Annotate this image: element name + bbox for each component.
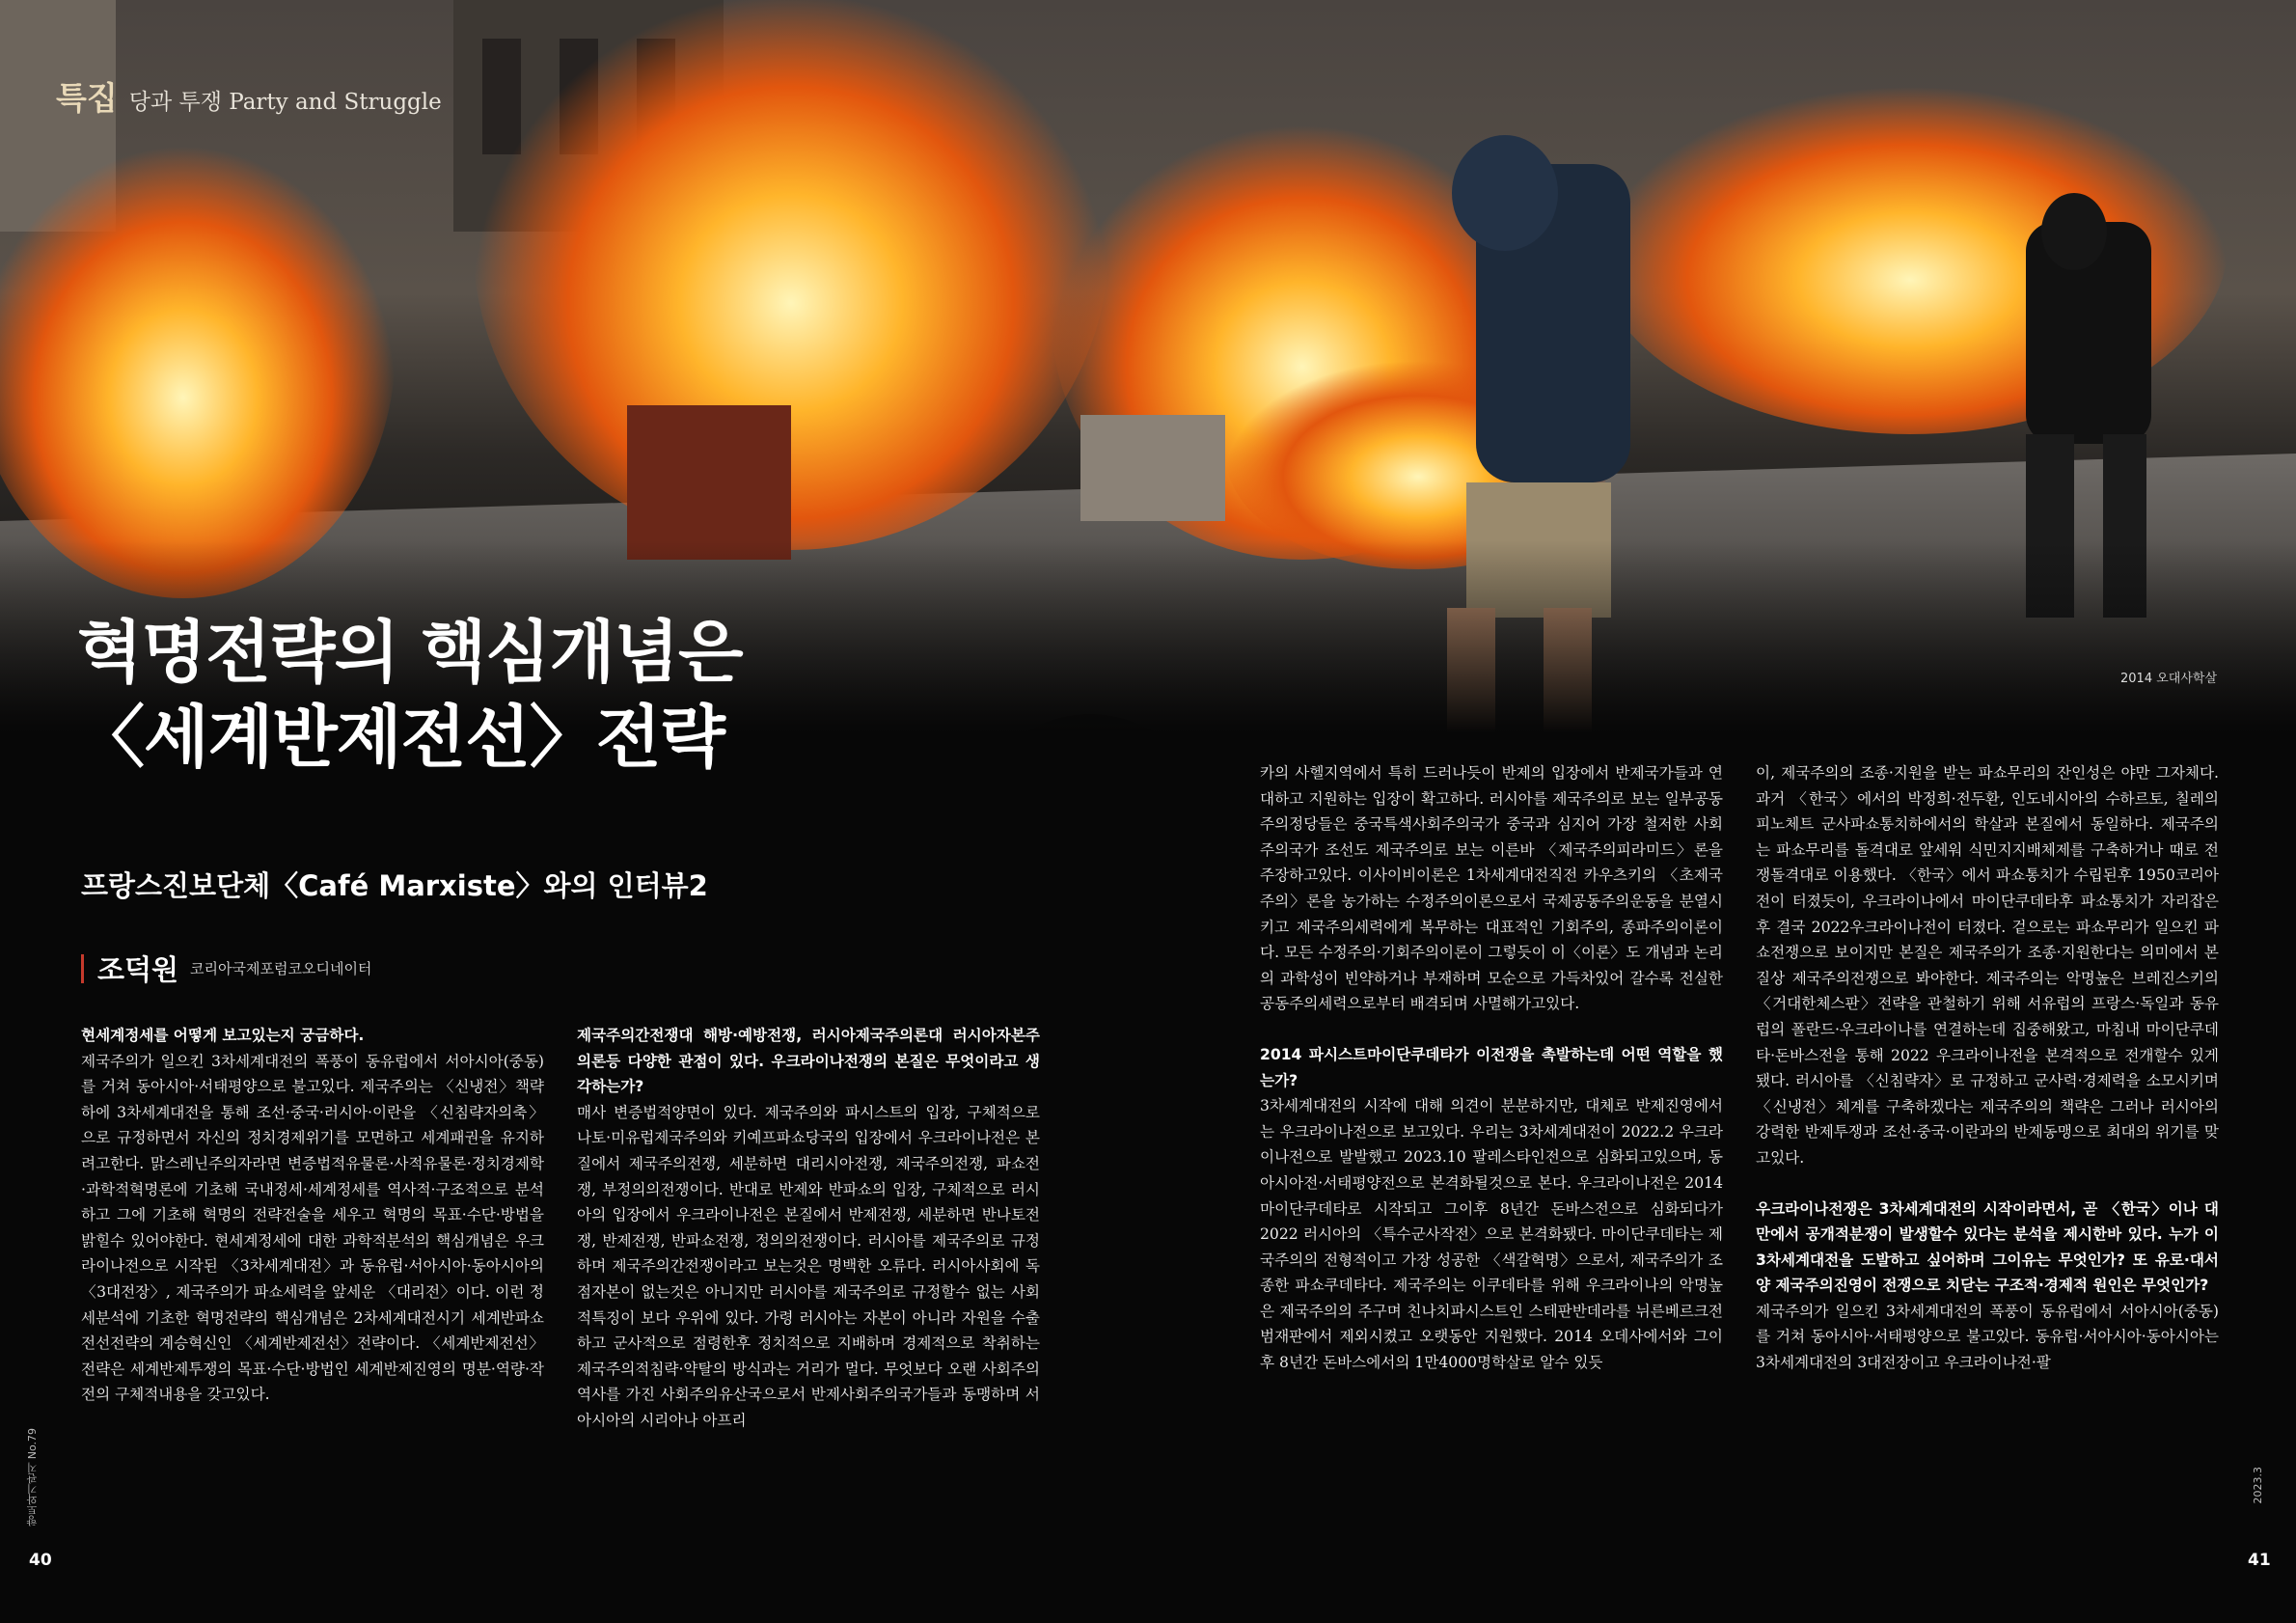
author-line [81,949,371,988]
text-column-3 [1260,760,1723,1376]
question: 우크라이나전쟁은 3차세계대전의 시작이라면서, 곧 〈한국〉이나 대만에서 공개적분쟁이 발생할수 있다는 분석을 제시한바 있다. 누가 이3차세계대전을 도발하고 싶어하며 그이유는 무엇인가? 또 유로·대서양 제국주의진영이 전쟁으로 치닫는 구조적·경제적 원인은 무엇인가? [1756,1199,2219,1295]
question: 현세계정세를 어떻게 보고있는지 궁금하다. [81,1027,365,1044]
page-number-left: 40 [29,1551,52,1570]
running-head-left-text: 향토와기관지 No.79 [26,1428,39,1527]
question: 2014 파시스트마이단쿠데타가 이전쟁을 촉발하는데 어떤 역할을 했는가? [1260,1045,1723,1089]
section-label: 특집 [56,79,118,117]
photo-caption: 2014 오대사학살 [2120,672,2218,686]
section-header [56,73,442,119]
question: 제국주의간전쟁대 해방·예방전쟁, 러시아제국주의론대 러시아자본주의론등 다양한 관점이 있다. 우크라이나전쟁의 본질은 무엇이라고 생각하는가? [577,1027,1040,1096]
running-head-left [25,1428,44,1544]
text-column-1 [81,1023,544,1408]
author-bar [81,954,84,983]
answer: 제국주의가 일으킨 3차세계대전의 폭풍이 동유럽에서 서아시아(중동)를 거쳐 동아시아·서태평양으로 불고있다. 동유럽·서아시아·동아시아는 3차세계대전의 3대전장이고 우크라이나전·팔 [1756,1302,2219,1372]
answer: 3차세계대전의 시작에 대해 의견이 분분하지만, 대체로 반제진영에서는 우크라이나전으로 보고있다. 우리는 3차세계대전이 2022.2 우크라이나전으로 발발했고 2023.10 팔레스타인전으로 심화되고있으며, 동아시아전·서태평양전으로 본격화될것으로 본다. 우크라이나전은 2014 마이단쿠데타로 시작되고 그이후 8년간 돈바스전으로 심화되다가 2022 러시아의 〈특수군사작전〉으로 본격화됐다. 마이단쿠데타는 제국주의의 전형적이고 가장 성공한 〈색갈혁명〉으로서, 제국주의가 조종한 파쇼쿠데타다. 제국주의는 이쿠데타를 위해 우크라이나의 악명높은 제국주의의 주구며 친나치파시스트인 스테판반데라를 뉘른베르크전범재판에서 제외시켰고 오랫동안 지원했다. 2014 오데사에서와 그이후 8년간 돈바스에서의 1만4000명학살로 알수 있듯 [1260,1097,1723,1372]
answer: 매사 변증법적양면이 있다. 제국주의와 파시스트의 입장, 구체적으로 나토·미유럽제국주의와 키예프파쇼당국의 입장에서 우크라이나전은 본질에서 제국주의전쟁, 세분하면 대리시아전쟁, 제국주의전쟁, 파쇼전쟁, 부정의의전쟁이다. 반대로 반제와 반파쇼의 입장, 구체적으로 러시아의 입장에서 우크라이나전은 본질에서 반제전쟁, 세분하면 반나토전쟁, 반제전쟁, 반파쇼전쟁, 정의의전쟁이다. 러시아를 제국주의로 규정하며 제국주의간전쟁이라고 보는것은 명백한 오류다. 러시아사회에 독점자본이 없는것은 아니지만 러시아를 제국주의로 규정할수 없는 사회적특징이 보다 우위에 있다. 가령 러시아는 자본이 아니라 자원을 수출하고 군사적으로 점령한후 정치적으로 지배하며 경제적으로 착취하는 제국주의적침략·약탈의 방식과는 거리가 멀다. 무엇보다 오랜 사회주의역사를 가진 사회주의유산국으로서 반제사회주의국가들과 동맹하며 서아시아의 시리아나 아프리 [577,1103,1040,1429]
author-role: 코리아국제포럼코오디네이터 [190,960,372,977]
running-head-right [2252,1467,2271,1544]
answer: 카의 사헬지역에서 특히 드러나듯이 반제의 입장에서 반제국가들과 연대하고 지원하는 입장이 확고하다. 러시아를 제국주의로 보는 일부공동주의정당들은 중국특색사회주의국가 중국과 심지어 가장 철저한 사회주의국가 조선도 제국주의로 보는 이른바 〈제국주의피라미드〉론을 주장하고있다. 이사이비이론은 1차세계대전직전 카우츠키의 〈초제국주의〉론을 농가하는 수정주의이론으로서 국제공동주의운동을 분열시키고 제국주의세력에게 복무하는 대표적인 기회주의, 종파주의이론이다. 모든 수정주의·기회주의이론이 그렇듯이 이〈이론〉도 개념과 논리의 과학성이 빈약하거나 부재하며 모순으로 가득차있어 갈수록 전실한 공동주의세력으로부터 배격되며 사멸해가고있다. [1260,764,1723,1013]
text-column-4 [1756,760,2219,1376]
running-head-right-text: 2023.3 [2252,1467,2264,1504]
article-subtitle: 프랑스진보단체〈Café Marxiste〉와의 인터뷰2 [81,869,708,902]
page-number-right: 41 [2248,1551,2271,1570]
text-column-2 [577,1023,1040,1434]
answer: 제국주의가 일으킨 3차세계대전의 폭풍이 동유럽에서 서아시아(중동)를 거쳐 동아시아·서태평양으로 불고있다. 제국주의는 〈신냉전〉책략하에 3차세계대전을 통해 조선·중국·러시아·이란을 〈신침략자의축〉으로 규정하면서 자신의 정치경제위기를 모면하고 세계패권을 유지하려고한다. 맑스레닌주의자라면 변증법적유물론·사적유물론·정치경제학·과학적혁명론에 기초해 국내정세·세계정세를 역사적·구조적으로 분석하고 그에 기초해 혁명의 전략전술을 세우고 혁명의 목표·수단·방법을 밝힐수 있어야한다. 현세계정세에 대한 과학적분석의 핵심개념은 우크라이나전으로 시작된 〈3차세계대전〉과 동유럽·서아시아·동아시아의 〈3대전장〉, 제국주의가 파쇼세력을 앞세운 〈대리전〉이다. 이런 정세분석에 기초한 혁명전략의 핵심개념은 2차세계대전시기 세계반파쇼전선전략의 계승혁신인 〈세계반제전선〉전략이다. 〈세계반제전선〉전략은 세계반제투쟁의 목표·수단·방법인 세계반제진영의 명분·역량·작전의 구체적내용을 갖고있다. [81,1052,544,1404]
article-title [77,610,743,780]
title-line-1: 혁명전략의 핵심개념은 [77,613,743,692]
author-name: 조덕원 [97,953,179,986]
section-sub: 당과 투쟁 Party and Struggle [128,90,442,115]
answer: 이, 제국주의의 조종·지원을 받는 파쇼무리의 잔인성은 야만 그자체다. 과거 〈한국〉에서의 박정희·전두환, 인도네시아의 수하르토, 칠레의 피노체트 군사파쇼통치하에서의 학살과 본질에서 동일하다. 제국주의는 파쇼무리를 돌격대로 앞세워 식민지지배체제를 구축하거나 때로 전쟁돌격대로 이용했다. 〈한국〉에서 파쇼통치가 수립된후 1950코리아전이 터졌듯이, 우크라이나에서 마이단쿠데타후 파쇼통치가 자리잡은후 결국 2022우크라이나전이 터졌다. 겉으로는 파쇼무리가 일으킨 파쇼전쟁으로 보이지만 본질은 제국주의가 조종·지원한다는 의미에서 본질상 제국주의전쟁으로 봐야한다. 제국주의는 악명높은 브레진스키의 〈거대한체스판〉전략을 관철하기 위해 서유럽의 프랑스·독일과 동유럽의 폴란드·우크라이나를 연결하는데 집중해왔고, 마침내 마이단쿠데타·돈바스전을 통해 2022 우크라이나전을 본격적으로 전개할수 있게 됐다. 러시아를 〈신침략자〉로 규정하고 군사력·경제력을 소모시키며 〈신냉전〉체계를 구축하겠다는 제국주의의 책략은 그러나 러시아의 강력한 반제투쟁과 조선·중국·이란과의 반제동맹으로 최대의 위기를 맞고있다. [1756,764,2219,1167]
title-line-2: 〈세계반제전선〉전략 [77,698,724,777]
